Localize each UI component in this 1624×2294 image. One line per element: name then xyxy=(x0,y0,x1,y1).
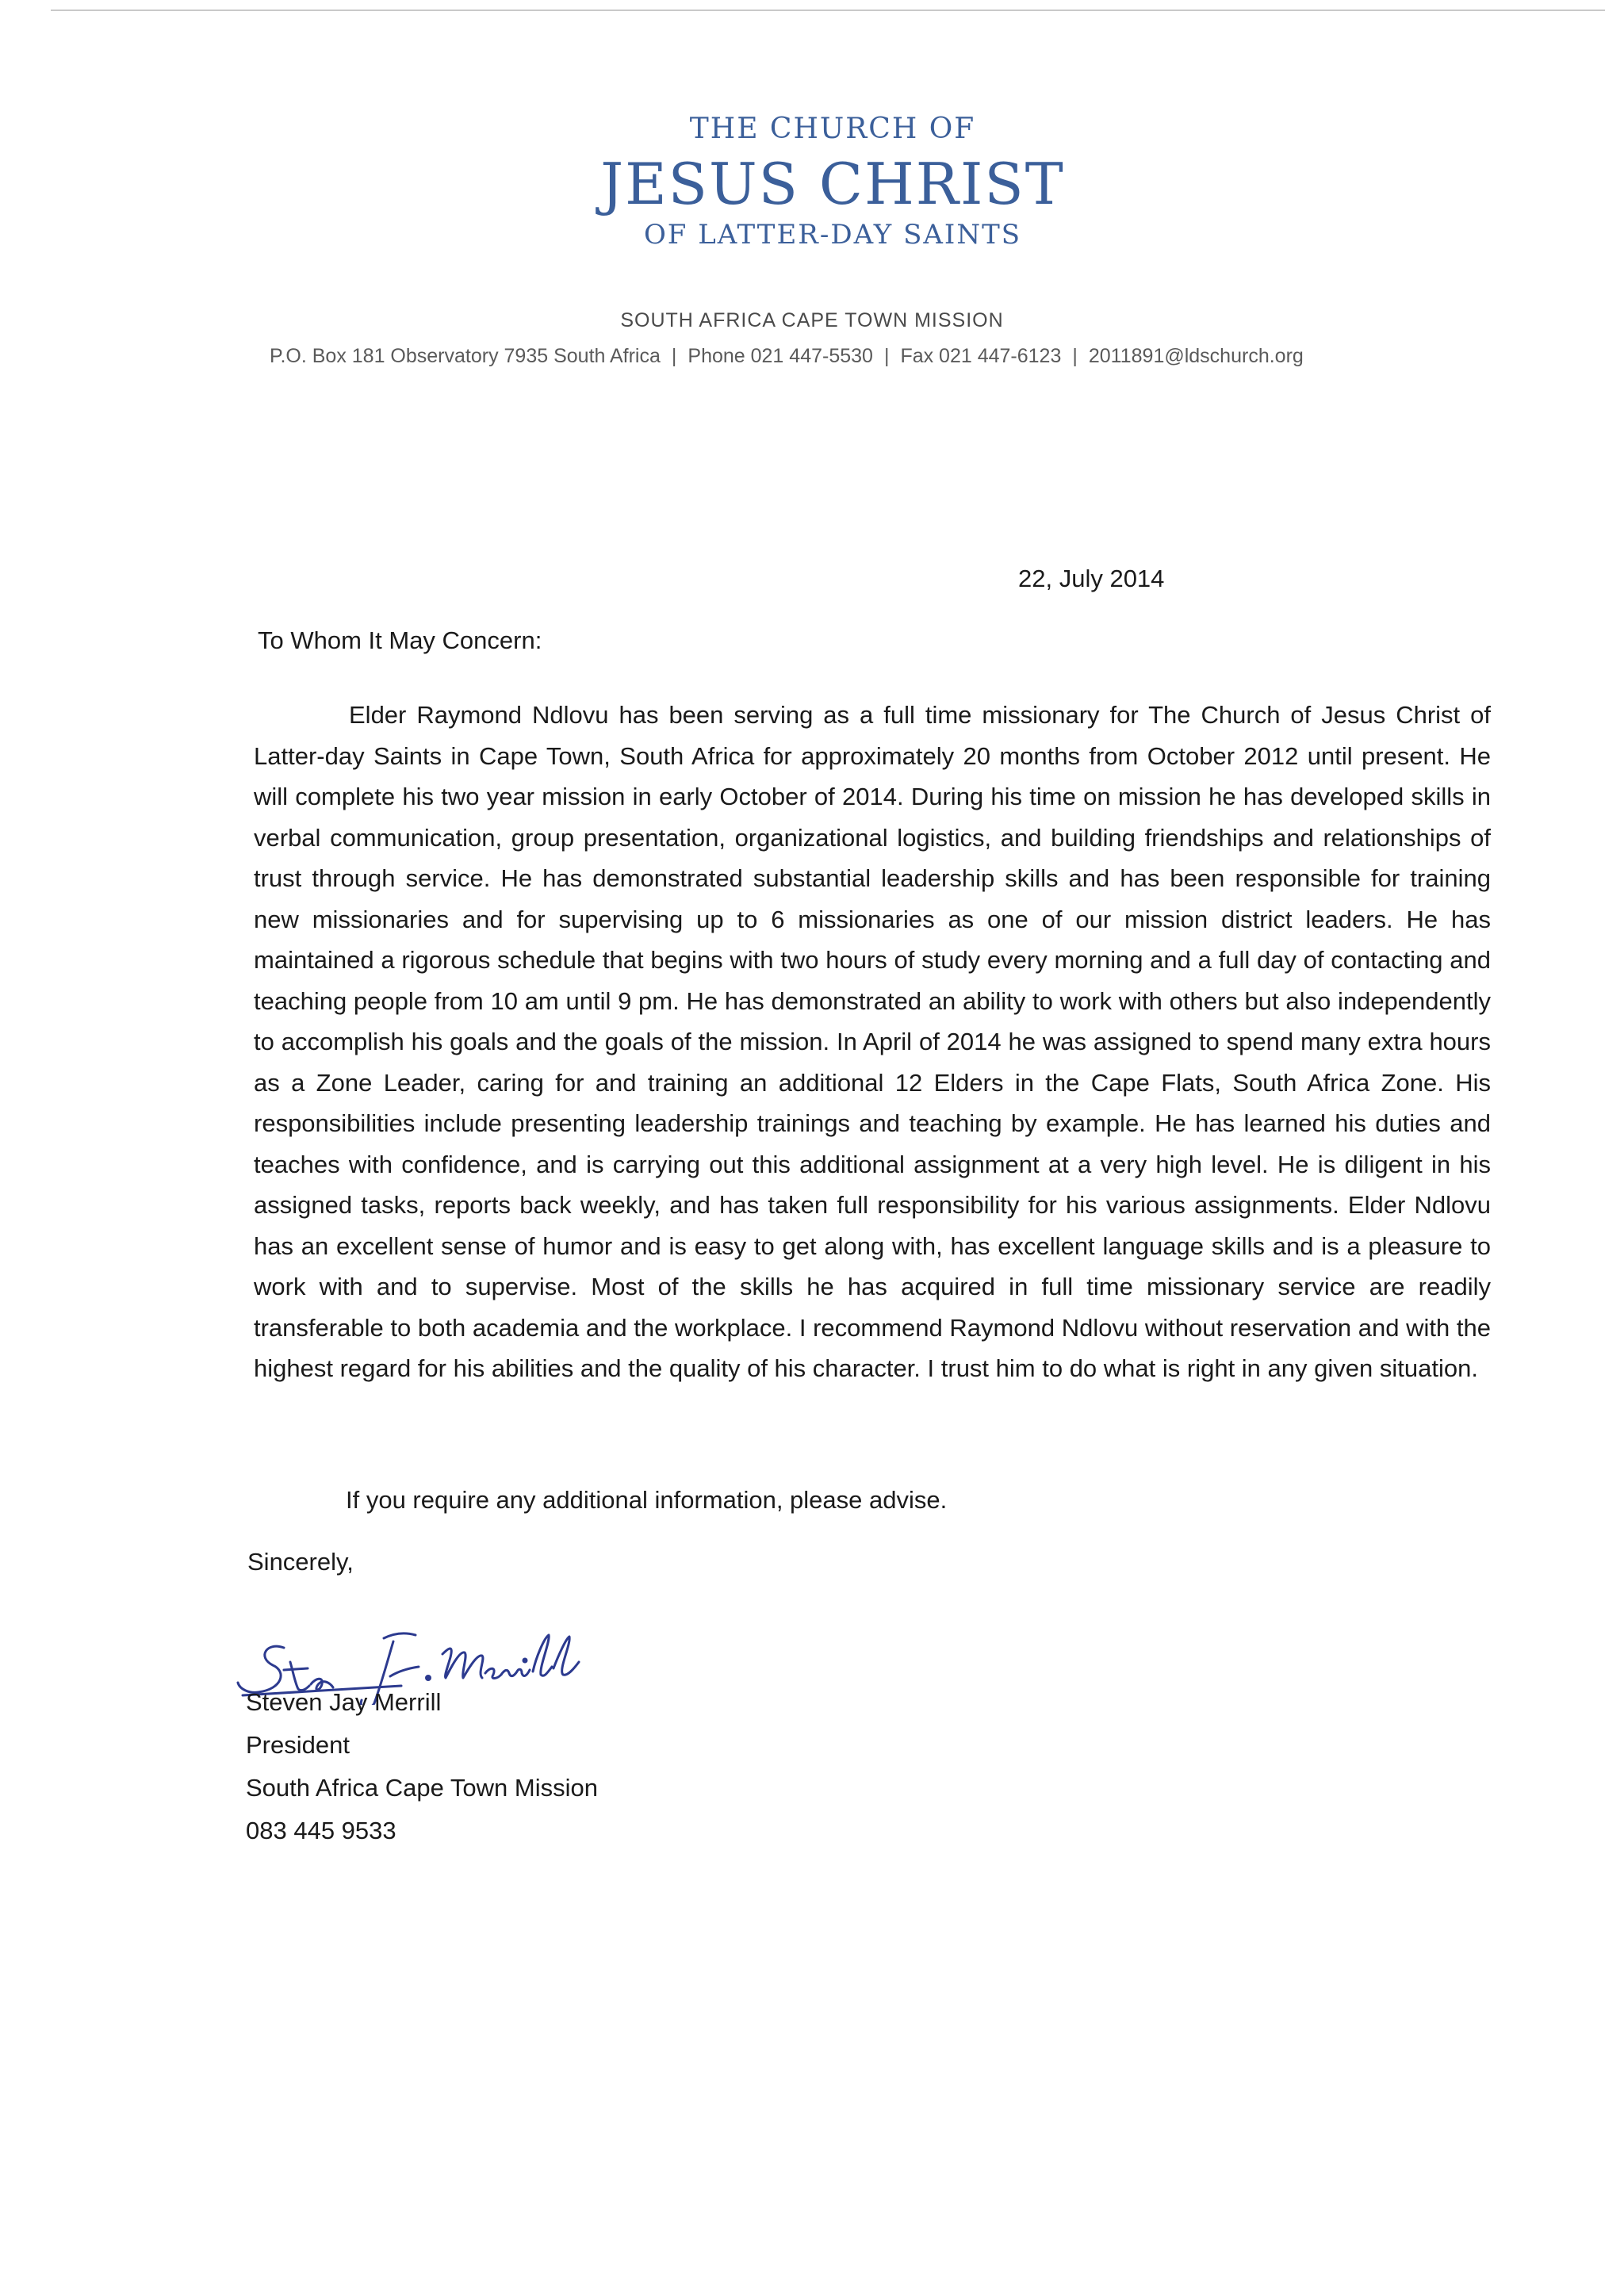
additional-info-line: If you require any additional information, please advise. xyxy=(346,1486,948,1514)
contact-line xyxy=(270,345,1459,368)
phone: Phone 021 447-5530 xyxy=(688,345,873,367)
separator: | xyxy=(883,345,890,367)
signer-organization: South Africa Cape Town Mission xyxy=(246,1774,598,1802)
letter-date: 22, July 2014 xyxy=(1018,565,1165,592)
signer-name: Steven Jay Merrill xyxy=(246,1688,442,1716)
separator: | xyxy=(1072,345,1078,367)
logo-line-2: JESUS CHRIST xyxy=(600,151,1065,217)
top-border-line xyxy=(51,10,1605,11)
closing: Sincerely, xyxy=(247,1548,354,1576)
logo-line-3: OF LATTER-DAY SAINTS xyxy=(643,219,1022,251)
signer-phone: 083 445 9533 xyxy=(246,1817,396,1844)
church-logo xyxy=(555,111,1110,252)
letter-body: Elder Raymond Ndlovu has been serving as a full time missionary for The Church of Jesus Christ of Latter-day Saints in Cape Town, South Africa for approximately 20 months from October 2012 until present. He will complete his two year mission in early October of 2014. During his time on mission he has developed skills in verbal communication, group presentation, organizational logistics, and building friendships and relationships of trust through service. He has demonstrated substantial leadership skills and has been responsible for training new missionaries and for supervising up to 6 missionaries as one of our mission district leaders. He has maintained a rigorous schedule that begins with two hours of study every morning and a full day of contacting and teaching people from 10 am until 9 pm. He has demonstrated an ability to work with others but also independently to accomplish his goals and the goals of the mission. In April of 2014 he was assigned to spend many extra hours as a Zone Leader, caring for and training an additional 12 Elders in the Cape Flats, South Africa Zone. His responsibilities include presenting leadership trainings and teaching by example. He has learned his duties and teaches with confidence, and is carrying out this additional assignment at a very high level. He is diligent in his assigned tasks, reports back weekly, and has taken full responsibility for his various assignments. Elder Ndlovu has an excellent sense of humor and is easy to get along with, has excellent language skills and is a pleasure to work with and to supervise. Most of the skills he has acquired in full time missionary service are readily transferable to both academia and the workplace. I recommend Raymond Ndlovu without reservation and with the highest regard for his abilities and the quality of his character. I trust him to do what is right in any given situation. xyxy=(254,701,1491,1382)
logo-line-1: THE CHURCH OF xyxy=(689,113,976,145)
signature-block xyxy=(246,1681,598,1852)
address: P.O. Box 181 Observatory 7935 South Africa xyxy=(270,345,661,367)
salutation: To Whom It May Concern: xyxy=(258,626,542,654)
signer-title: President xyxy=(246,1731,350,1759)
fax: Fax 021 447-6123 xyxy=(900,345,1062,367)
email: 2011891@ldschurch.org xyxy=(1088,345,1304,367)
separator: | xyxy=(671,345,677,367)
mission-name: SOUTH AFRICA CAPE TOWN MISSION xyxy=(620,309,1004,331)
